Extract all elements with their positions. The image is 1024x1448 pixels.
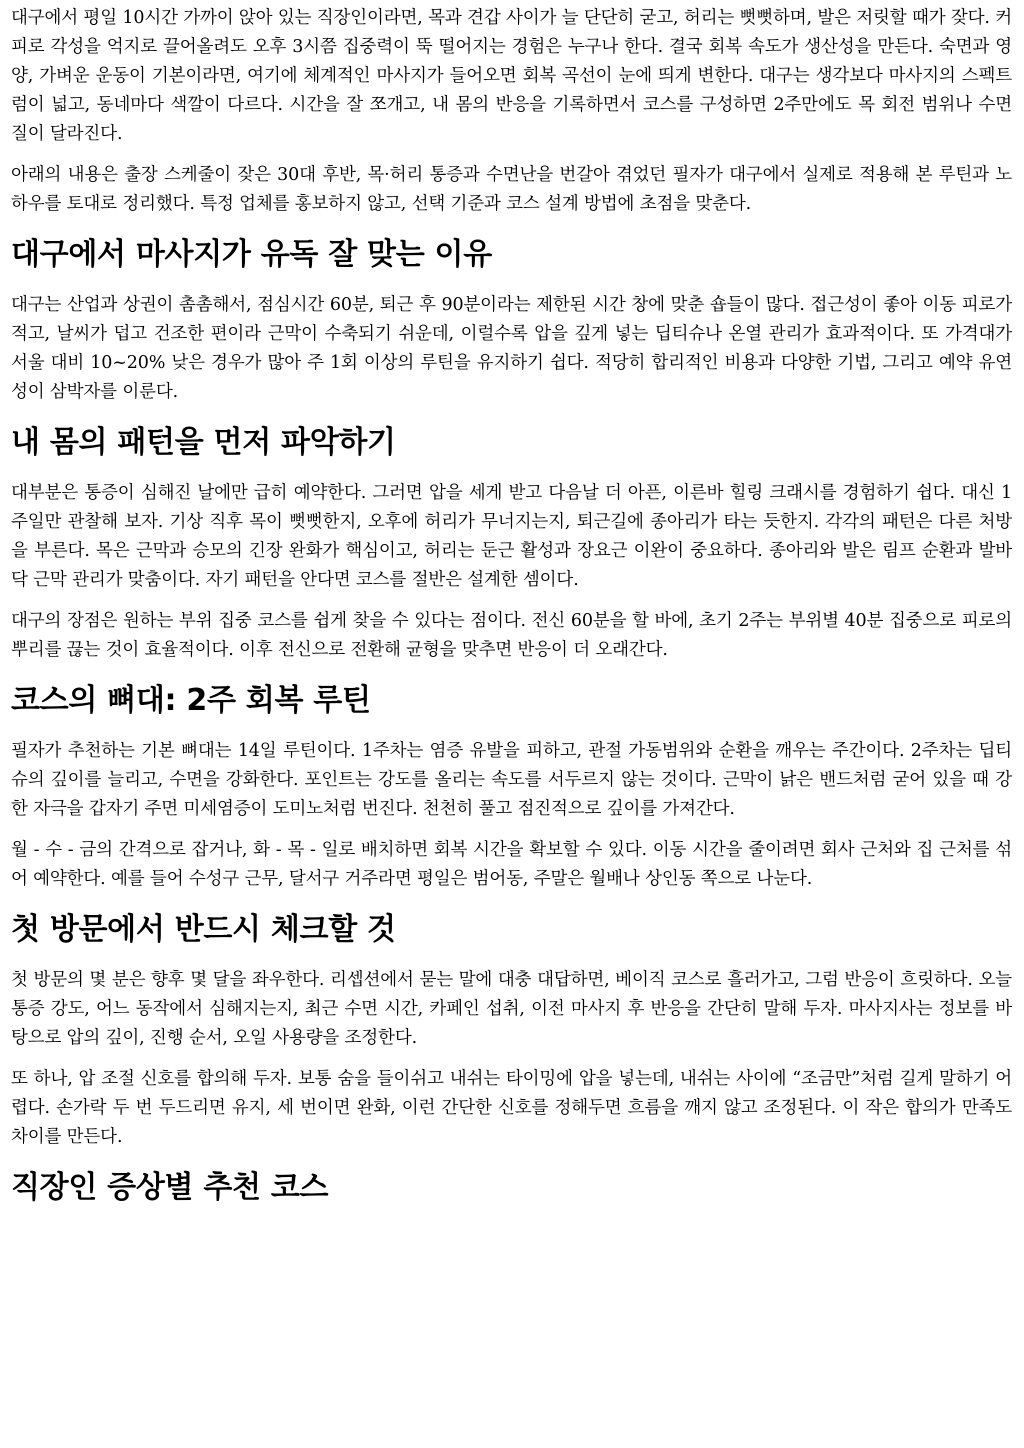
section-3-paragraph-1: 필자가 추천하는 기본 뼈대는 14일 루틴이다. 1주차는 염증 유발을 피하고, 관절 가동범위와 순환을 깨우는 주간이다. 2주차는 딥티슈의 깊이를 늘리고, 수면을 강화한다. 포인트는 강도를 올리는 속도를 서두르지 않는 것이다. 근막이 낡은 밴드처럼 굳어 있을 때 강한 자극을 갑자기 주면 미세염증이 도미노처럼 번진다. 천천히 풀고 점진적으로 깊이를 가져간다. — [11, 741, 1012, 819]
intro-paragraph-2: 아래의 내용은 출장 스케줄이 잦은 30대 후반, 목·허리 통증과 수면난을 번갈아 겪었던 필자가 대구에서 실제로 적용해 본 루틴과 노하우를 토대로 정리했다. 특정 업체를 홍보하지 않고, 선택 기준과 코스 설계 방법에 초점을 맞춘다. — [11, 165, 1012, 214]
intro-paragraph-1: 대구에서 평일 10시간 가까이 앉아 있는 직장인이라면, 목과 견갑 사이가 늘 단단히 굳고, 허리는 뻣뻣하며, 발은 저릿할 때가 잦다. 커피로 각성을 억지로 끌어올려도 오후 3시쯤 집중력이 뚝 떨어지는 경험은 누구나 한다. 결국 회복 속도가 생산성을 만든다. 숙면과 영양, 가벼운 운동이 기본이라면, 여기에 체계적인 마사지가 들어오면 회복 곡선이 눈에 띄게 변한다. 대구는 생각보다 마사지의 스펙트럼이 넓고, 동네마다 색깔이 다르다. 시간을 잘 쪼개고, 내 몸의 반응을 기록하면서 코스를 구성하면 2주만에도 목 회전 범위나 수면 질이 달라진다. — [11, 8, 1012, 144]
section-4-paragraph-1: 첫 방문의 몇 분은 향후 몇 달을 좌우한다. 리셉션에서 묻는 말에 대충 대답하면, 베이직 코스로 흘러가고, 그럼 반응이 흐릿하다. 오늘 통증 강도, 어느 동작에서 심해지는지, 최근 수면 시간, 카페인 섭취, 이전 마사지 후 반응을 간단히 말해 두자. 마사지사는 정보를 바탕으로 압의 깊이, 진행 순서, 오일 사용량을 조정한다. — [11, 970, 1012, 1048]
section-heading-body-pattern: 내 몸의 패턴을 먼저 파악하기 — [11, 425, 396, 460]
section-2-paragraph-1: 대부분은 통증이 심해진 날에만 급히 예약한다. 그러면 압을 세게 받고 다음날 더 아픈, 이른바 힐링 크래시를 경험하기 쉽다. 대신 1주일만 관찰해 보자. 기상 직후 목이 뻣뻣한지, 오후에 허리가 무너지는지, 퇴근길에 종아리가 타는 듯한지. 각각의 패턴은 다른 처방을 부른다. 목은 근막과 승모의 긴장 완화가 핵심이고, 허리는 둔근 활성과 장요근 이완이 중요하다. 종아리와 발은 림프 순환과 발바닥 근막 관리가 맞춤이다. 자기 패턴을 안다면 코스를 절반은 설계한 셈이다. — [11, 483, 1012, 590]
section-2-paragraph-2: 대구의 장점은 원하는 부위 집중 코스를 쉽게 찾을 수 있다는 점이다. 전신 60분을 할 바에, 초기 2주는 부위별 40분 집중으로 피로의 뿌리를 끊는 것이 효율적이다. 이후 전신으로 전환해 균형을 맞추면 반응이 더 오래간다. — [11, 611, 1012, 660]
section-heading-why-daegu: 대구에서 마사지가 유독 잘 맞는 이유 — [11, 237, 492, 272]
section-3-paragraph-2: 월 - 수 - 금의 간격으로 잡거나, 화 - 목 - 일로 배치하면 회복 시간을 확보할 수 있다. 이동 시간을 줄이려면 회사 근처와 집 근처를 섞어 예약한다. 예를 들어 수성구 근무, 달서구 거주라면 평일은 범어동, 주말은 월배나 상인동 쪽으로 나눈다. — [11, 840, 1012, 889]
section-heading-symptom-courses: 직장인 증상별 추천 코스 — [11, 1170, 329, 1205]
section-heading-two-week-routine: 코스의 뼈대: 2주 회복 루틴 — [11, 683, 371, 718]
section-heading-first-visit-checklist: 첫 방문에서 반드시 체크할 것 — [11, 912, 396, 947]
section-4-paragraph-2: 또 하나, 압 조절 신호를 합의해 두자. 보통 숨을 들이쉬고 내쉬는 타이밍에 압을 넣는데, 내쉬는 사이에 “조금만”처럼 길게 말하기 어렵다. 손가락 두 번 두드리면 유지, 세 번이면 완화, 이런 간단한 신호를 정해두면 흐름을 깨지 않고 조정된다. 이 작은 합의가 만족도 차이를 만든다. — [11, 1069, 1012, 1147]
section-1-paragraph-1: 대구는 산업과 상권이 촘촘해서, 점심시간 60분, 퇴근 후 90분이라는 제한된 시간 창에 맞춘 숍들이 많다. 접근성이 좋아 이동 피로가 적고, 날씨가 덥고 건조한 편이라 근막이 수축되기 쉬운데, 이럴수록 압을 깊게 넣는 딥티슈나 온열 관리가 효과적이다. 또 가격대가 서울 대비 10~20% 낮은 경우가 많아 주 1회 이상의 루틴을 유지하기 쉽다. 적당히 합리적인 비용과 다양한 기법, 그리고 예약 유연성이 삼박자를 이룬다. — [11, 295, 1012, 402]
